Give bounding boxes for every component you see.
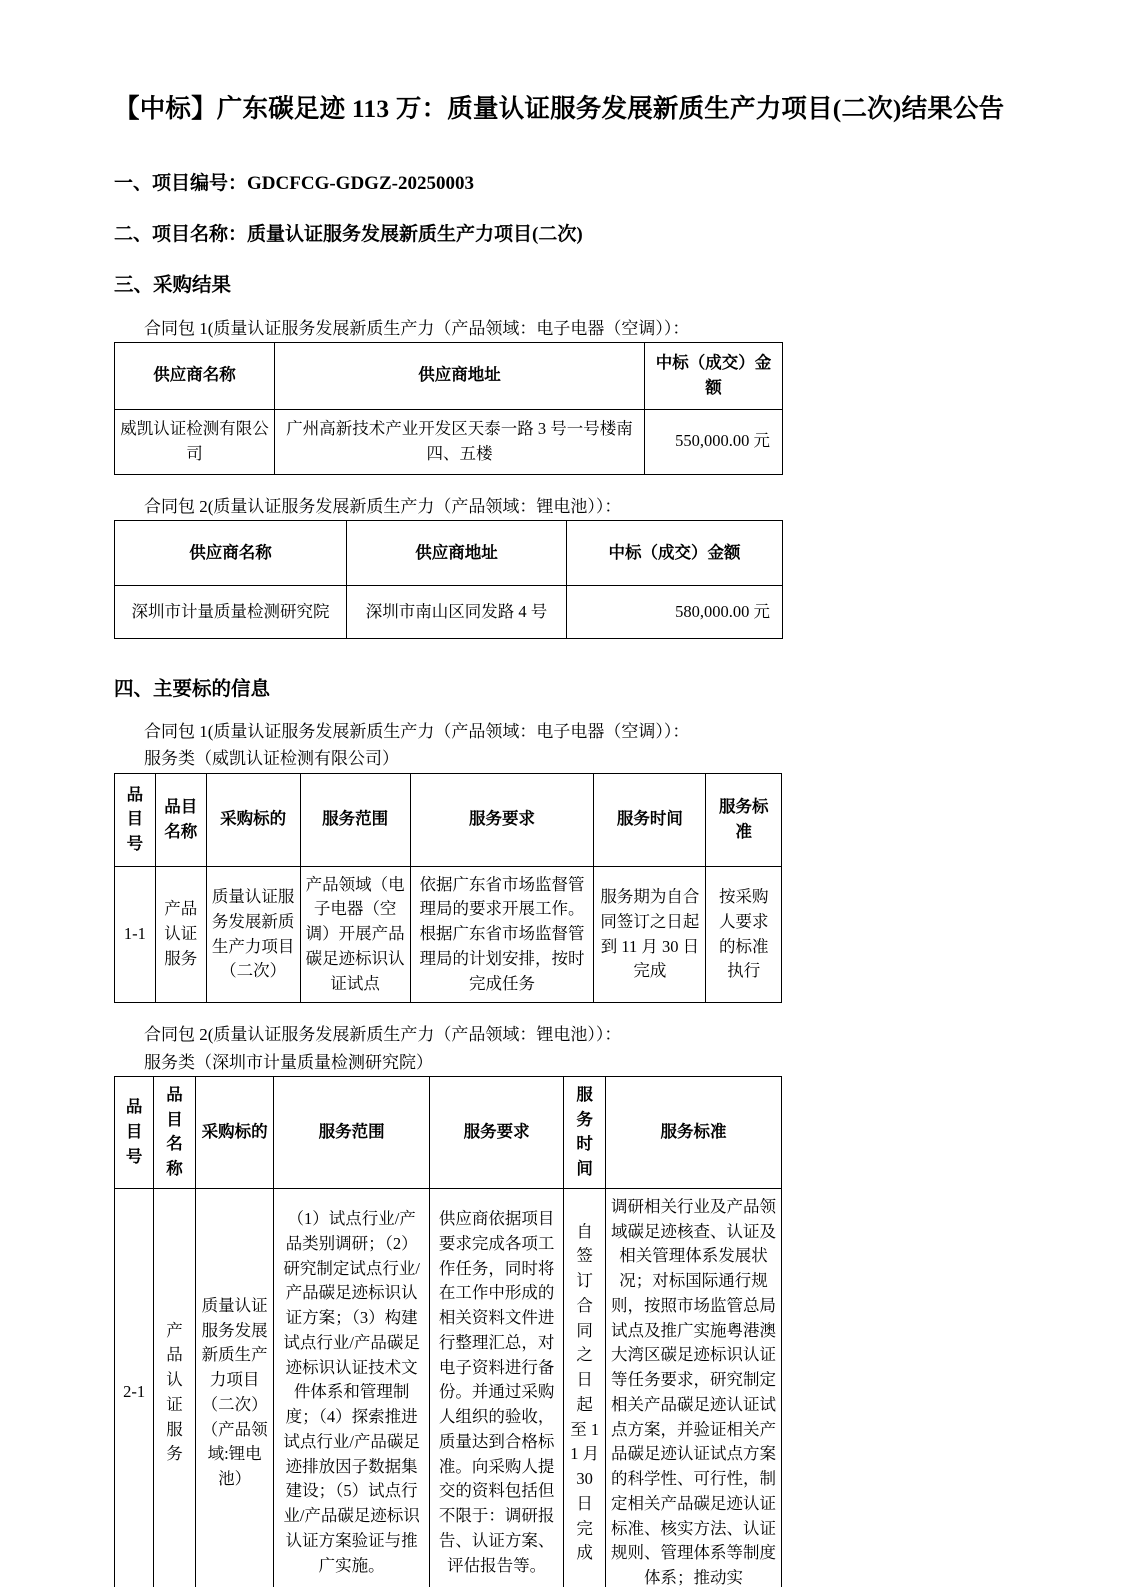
cell-item-name: 产品认证服务 <box>154 1188 195 1587</box>
col-bid-amount: 中标（成交）金额 <box>567 521 783 586</box>
section-main-subject-heading: 四、主要标的信息 <box>114 679 271 701</box>
cell-item-no: 2-1 <box>115 1188 154 1587</box>
col-service-duration: 服务时间 <box>564 1076 605 1188</box>
col-supplier-address: 供应商地址 <box>275 342 645 409</box>
cell-bid-amount: 580,000.00 元 <box>567 586 783 639</box>
cell-supplier-name: 深圳市计量质量检测研究院 <box>115 586 347 639</box>
cell-service-duration: 服务期为自合同签订之日起到 11 月 30 日完成 <box>594 866 706 1003</box>
cell-service-scope: （1）试点行业/产品类别调研；（2）研究制定试点行业/产品碳足迹标识认证方案；（3）构建试点行业/产品碳足迹标识认证技术文件体系和管理制度；（4）探索推进试点行业/产品碳足迹排放因子数据集建设；（5）试点行业/产品碳足迹标识认证方案验证与推广实施。 <box>274 1188 429 1587</box>
section-project-number <box>114 170 1010 199</box>
col-item-name: 品目名称 <box>155 773 206 866</box>
col-supplier-address: 供应商地址 <box>347 521 567 586</box>
col-procurement-subject: 采购标的 <box>195 1076 274 1188</box>
cell-service-scope: 产品领域（电子电器（空调）开展产品碳足迹标识认证试点 <box>300 866 410 1003</box>
table-row <box>115 866 782 1003</box>
page-title: 【中标】广东碳足迹 113 万：质量认证服务发展新质生产力项目(二次)结果公告 <box>114 94 1005 123</box>
col-service-requirement: 服务要求 <box>410 773 594 866</box>
cell-service-requirement: 供应商依据项目要求完成各项工作任务，同时将在工作中形成的相关资料文件进行整理汇总，对电子资料进行备份。并通过采购人组织的验收，质量达到合格标准。向采购人提交的资料包括但不限于：调研报告、认证方案、评估报告等。 <box>429 1188 564 1587</box>
col-service-duration: 服务时间 <box>594 773 706 866</box>
table-header-row <box>115 342 783 409</box>
cell-supplier-address: 深圳市南山区同发路 4 号 <box>347 586 567 639</box>
cell-procurement-subject: 质量认证服务发展新质生产力项目（二次）（产品领域:锂电池） <box>195 1188 274 1587</box>
section-procurement-result-heading: 三、采购结果 <box>114 275 232 297</box>
col-item-no: 品目号 <box>115 773 156 866</box>
table-row <box>115 1188 782 1587</box>
col-service-standard: 服务标准 <box>605 1076 781 1188</box>
caption-package-2-subject: 合同包 2(质量认证服务发展新质生产力（产品领域：锂电池））： <box>144 1025 622 1045</box>
section-project-name-value: 质量认证服务发展新质生产力项目(二次) <box>247 223 583 245</box>
section-project-name <box>114 221 1010 250</box>
document-content <box>114 92 1010 1587</box>
cell-service-standard: 按采购人要求的标准执行 <box>706 866 782 1003</box>
table-header-row <box>115 521 783 586</box>
col-item-no: 品目号 <box>115 1076 154 1188</box>
cell-supplier-name: 威凯认证检测有限公司 <box>115 409 275 474</box>
col-service-scope: 服务范围 <box>300 773 410 866</box>
table-header-row <box>115 1076 782 1188</box>
cell-bid-amount: 550,000.00 元 <box>645 409 783 474</box>
cell-procurement-subject: 质量认证服务发展新质生产力项目（二次） <box>206 866 300 1003</box>
subcaption-package-2-subject: 服务类（深圳市计量质量检测研究院） <box>144 1052 433 1072</box>
cell-service-standard: 调研相关行业及产品领域碳足迹核查、认证及相关管理体系发展状况；对标国际通行规则，按照市场监管总局试点及推广实施粤港澳大湾区碳足迹标识认证等任务要求，研究制定相关产品碳足迹认证试点方案，并验证相关产品碳足迹认证试点方案的科学性、可行性，制定相关产品碳足迹认证标准、核实方法、认证规则、管理体系等制度体系；推动实 <box>605 1188 781 1587</box>
col-item-name: 品目名称 <box>154 1076 195 1188</box>
cell-service-requirement: 依据广东省市场监督管理局的要求开展工作。根据广东省市场监督管理局的计划安排，按时完成任务 <box>410 866 594 1003</box>
col-service-scope: 服务范围 <box>274 1076 429 1188</box>
col-bid-amount: 中标（成交）金额 <box>645 342 783 409</box>
table-row <box>115 586 783 639</box>
subcaption-package-1-subject: 服务类（威凯认证检测有限公司） <box>144 749 399 769</box>
cell-item-name: 产品认证服务 <box>155 866 206 1003</box>
caption-package-1-subject: 合同包 1(质量认证服务发展新质生产力（产品领域：电子电器（空调））： <box>144 722 690 742</box>
cell-item-no: 1-1 <box>115 866 156 1003</box>
table-header-row <box>115 773 782 866</box>
section-project-number-value: GDCFCG-GDGZ-20250003 <box>247 173 474 195</box>
col-supplier-name: 供应商名称 <box>115 342 275 409</box>
supplier-table-package-2 <box>114 520 783 639</box>
item-table-package-2 <box>114 1076 782 1587</box>
col-service-standard: 服务标准 <box>706 773 782 866</box>
supplier-table-package-1 <box>114 342 783 475</box>
caption-package-2-result: 合同包 2(质量认证服务发展新质生产力（产品领域：锂电池））： <box>144 496 622 516</box>
col-procurement-subject: 采购标的 <box>206 773 300 866</box>
cell-service-duration: 自签订合同之日起至 1 1 月 30 日完成 <box>564 1188 605 1587</box>
col-supplier-name: 供应商名称 <box>115 521 347 586</box>
caption-package-1-result: 合同包 1(质量认证服务发展新质生产力（产品领域：电子电器（空调））： <box>144 318 690 338</box>
section-project-name-label: 二、项目名称： <box>114 223 248 245</box>
cell-supplier-address: 广州高新技术产业开发区天泰一路 3 号一号楼南四、五楼 <box>275 409 645 474</box>
item-table-package-1 <box>114 773 782 1004</box>
section-project-number-label: 一、项目编号： <box>114 173 248 195</box>
col-service-requirement: 服务要求 <box>429 1076 564 1188</box>
table-row <box>115 409 783 474</box>
